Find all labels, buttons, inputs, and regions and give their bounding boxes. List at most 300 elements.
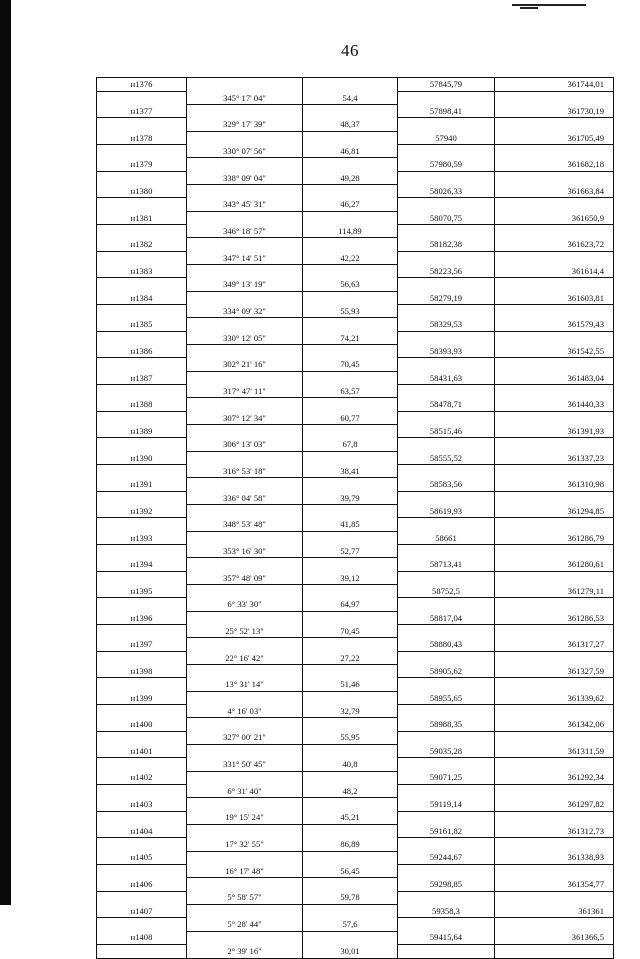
- point-row: [97, 238, 614, 251]
- coordinate-y: 361338,93: [495, 851, 614, 864]
- empty-cell: [187, 691, 303, 704]
- empty-cell: [187, 398, 303, 411]
- point-name: н1393: [97, 531, 187, 544]
- segment-length: 57,6: [303, 918, 398, 931]
- direction-angle: 345° 17' 04": [187, 91, 303, 104]
- empty-cell: [398, 225, 495, 238]
- empty-cell: [398, 91, 495, 104]
- coordinate-x: 58070,75: [398, 211, 495, 224]
- point-name: н1405: [97, 851, 187, 864]
- empty-cell: [97, 198, 187, 211]
- coordinate-y: 361339,62: [495, 691, 614, 704]
- empty-cell: [97, 465, 187, 478]
- point-row: [97, 131, 614, 144]
- coordinate-y: 361483,04: [495, 371, 614, 384]
- coordinate-y: 361744,01: [495, 78, 614, 92]
- direction-angle: 329° 17' 39": [187, 118, 303, 131]
- segment-row: [97, 918, 614, 931]
- point-name: н1407: [97, 904, 187, 917]
- segment-length: 45,21: [303, 811, 398, 824]
- empty-cell: [495, 465, 614, 478]
- direction-angle: 302° 21' 16": [187, 358, 303, 371]
- point-row: [97, 211, 614, 224]
- empty-cell: [495, 305, 614, 318]
- empty-cell: [398, 145, 495, 158]
- segment-length: 52,77: [303, 544, 398, 557]
- point-row: [97, 345, 614, 358]
- empty-cell: [97, 598, 187, 611]
- segment-length: 59,78: [303, 891, 398, 904]
- coordinate-x: 58431,63: [398, 371, 495, 384]
- empty-cell: [187, 931, 303, 944]
- coordinate-y: 361650,9: [495, 211, 614, 224]
- coordinate-x: 57980,59: [398, 158, 495, 171]
- segment-length: 48,37: [303, 118, 398, 131]
- coordinate-y: 361279,11: [495, 584, 614, 597]
- empty-cell: [97, 438, 187, 451]
- empty-cell: [97, 651, 187, 664]
- point-name: н1396: [97, 611, 187, 624]
- segment-length: 32,79: [303, 704, 398, 717]
- empty-cell: [398, 731, 495, 744]
- segment-row: [97, 305, 614, 318]
- coordinate-y: 361297,82: [495, 798, 614, 811]
- coordinate-y: 361286,53: [495, 611, 614, 624]
- point-row: [97, 371, 614, 384]
- point-name: н1406: [97, 878, 187, 891]
- segment-length: 39,12: [303, 571, 398, 584]
- direction-angle: 5° 58' 57": [187, 891, 303, 904]
- coordinate-y: 361311,59: [495, 744, 614, 757]
- empty-cell: [495, 864, 614, 877]
- point-row: [97, 638, 614, 651]
- empty-cell: [398, 518, 495, 531]
- empty-cell: [97, 544, 187, 557]
- segment-row: [97, 331, 614, 344]
- empty-cell: [495, 918, 614, 931]
- empty-cell: [398, 171, 495, 184]
- empty-cell: [187, 771, 303, 784]
- empty-cell: [187, 425, 303, 438]
- point-row: [97, 291, 614, 304]
- coordinate-x: 58279,19: [398, 291, 495, 304]
- empty-cell: [97, 891, 187, 904]
- segment-row: [97, 784, 614, 797]
- segment-row: [97, 171, 614, 184]
- empty-cell: [97, 251, 187, 264]
- point-name: н1384: [97, 291, 187, 304]
- segment-row: [97, 91, 614, 104]
- point-name: н1383: [97, 265, 187, 278]
- point-row: [97, 185, 614, 198]
- segment-length: 39,79: [303, 491, 398, 504]
- empty-cell: [187, 638, 303, 651]
- coordinate-x: 58583,56: [398, 478, 495, 491]
- segment-row: [97, 811, 614, 824]
- point-row: [97, 718, 614, 731]
- coordinate-x: 58478,71: [398, 398, 495, 411]
- empty-cell: [97, 838, 187, 851]
- empty-cell: [398, 758, 495, 771]
- coordinate-x: 58515,46: [398, 425, 495, 438]
- empty-cell: [495, 678, 614, 691]
- empty-cell: [303, 451, 398, 464]
- coordinate-x: 59161,82: [398, 824, 495, 837]
- point-name: н1381: [97, 211, 187, 224]
- empty-cell: [398, 411, 495, 424]
- empty-cell: [398, 651, 495, 664]
- empty-cell: [398, 598, 495, 611]
- segment-length: 51,46: [303, 678, 398, 691]
- coordinate-y: 361663,84: [495, 185, 614, 198]
- direction-angle: 25° 52' 13": [187, 624, 303, 637]
- segment-row: [97, 491, 614, 504]
- empty-cell: [398, 358, 495, 371]
- segment-length: 63,57: [303, 385, 398, 398]
- empty-cell: [187, 851, 303, 864]
- point-row: [97, 398, 614, 411]
- empty-cell: [187, 478, 303, 491]
- empty-cell: [303, 664, 398, 677]
- direction-angle: 4° 16' 03": [187, 704, 303, 717]
- point-row: [97, 505, 614, 518]
- coordinate-x: 59035,28: [398, 744, 495, 757]
- direction-angle: 331° 50' 45": [187, 758, 303, 771]
- segment-row: [97, 118, 614, 131]
- empty-cell: [303, 798, 398, 811]
- segment-row: [97, 571, 614, 584]
- empty-cell: [303, 185, 398, 198]
- point-name: н1401: [97, 744, 187, 757]
- empty-cell: [495, 358, 614, 371]
- empty-cell: [187, 318, 303, 331]
- point-name: н1391: [97, 478, 187, 491]
- empty-cell: [187, 105, 303, 118]
- point-row: [97, 531, 614, 544]
- coordinate-x: 58752,5: [398, 584, 495, 597]
- empty-cell: [97, 758, 187, 771]
- direction-angle: 334° 09' 32": [187, 305, 303, 318]
- point-row: [97, 265, 614, 278]
- empty-cell: [303, 478, 398, 491]
- empty-cell: [398, 438, 495, 451]
- segment-length: 56,63: [303, 278, 398, 291]
- coordinate-x: 59298,85: [398, 878, 495, 891]
- scan-top-mark-short: [520, 7, 538, 9]
- coordinate-x: 58393,93: [398, 345, 495, 358]
- empty-cell: [97, 411, 187, 424]
- empty-cell: [303, 211, 398, 224]
- empty-cell: [97, 305, 187, 318]
- direction-angle: 13° 31' 14": [187, 678, 303, 691]
- coordinate-x: 59071,25: [398, 771, 495, 784]
- point-name: н1379: [97, 158, 187, 171]
- empty-cell: [187, 131, 303, 144]
- segment-row: [97, 438, 614, 451]
- point-name: н1389: [97, 425, 187, 438]
- direction-angle: 353° 16' 30": [187, 544, 303, 557]
- empty-cell: [495, 145, 614, 158]
- empty-cell: [97, 571, 187, 584]
- empty-cell: [398, 864, 495, 877]
- empty-cell: [303, 78, 398, 92]
- empty-cell: [495, 944, 614, 958]
- segment-row: [97, 465, 614, 478]
- coordinate-y: 361354,77: [495, 878, 614, 891]
- point-row: [97, 318, 614, 331]
- point-name: н1388: [97, 398, 187, 411]
- coordinate-y: 361440,33: [495, 398, 614, 411]
- point-name: н1387: [97, 371, 187, 384]
- empty-cell: [398, 891, 495, 904]
- empty-cell: [97, 731, 187, 744]
- direction-angle: 343° 45' 31": [187, 198, 303, 211]
- segment-length: 86,89: [303, 838, 398, 851]
- empty-cell: [495, 251, 614, 264]
- point-row: [97, 851, 614, 864]
- empty-cell: [398, 918, 495, 931]
- segment-row: [97, 145, 614, 158]
- point-name: н1403: [97, 798, 187, 811]
- segment-length: 67,8: [303, 438, 398, 451]
- segment-row: [97, 598, 614, 611]
- coordinate-y: 361542,55: [495, 345, 614, 358]
- empty-cell: [97, 278, 187, 291]
- segment-row: [97, 758, 614, 771]
- empty-cell: [303, 238, 398, 251]
- direction-angle: 306° 13' 03": [187, 438, 303, 451]
- segment-row: [97, 518, 614, 531]
- segment-row: [97, 864, 614, 877]
- coordinate-x: 58555,52: [398, 451, 495, 464]
- direction-angle: 316° 53' 18": [187, 465, 303, 478]
- empty-cell: [495, 225, 614, 238]
- point-row: [97, 824, 614, 837]
- empty-cell: [97, 225, 187, 238]
- point-name: н1398: [97, 664, 187, 677]
- empty-cell: [187, 238, 303, 251]
- empty-cell: [97, 784, 187, 797]
- direction-angle: 348° 53' 48": [187, 518, 303, 531]
- point-row: [97, 105, 614, 118]
- empty-cell: [398, 544, 495, 557]
- point-row: [97, 771, 614, 784]
- empty-cell: [187, 78, 303, 92]
- coordinate-x: 58619,93: [398, 505, 495, 518]
- segment-row: [97, 358, 614, 371]
- empty-cell: [187, 878, 303, 891]
- coordinate-x: 58713,41: [398, 558, 495, 571]
- segment-row: [97, 225, 614, 238]
- coordinate-y: 361614,4: [495, 265, 614, 278]
- segment-length: 42,22: [303, 251, 398, 264]
- coordinate-x: 58223,56: [398, 265, 495, 278]
- empty-cell: [187, 265, 303, 278]
- segment-row: [97, 731, 614, 744]
- coordinate-y: 361286,79: [495, 531, 614, 544]
- empty-cell: [97, 678, 187, 691]
- coordinate-y: 361327,59: [495, 664, 614, 677]
- coordinate-y: 361623,72: [495, 238, 614, 251]
- segment-length: 48,2: [303, 784, 398, 797]
- segment-row: [97, 544, 614, 557]
- empty-cell: [303, 931, 398, 944]
- empty-cell: [303, 105, 398, 118]
- empty-cell: [495, 385, 614, 398]
- point-row: [97, 904, 614, 917]
- empty-cell: [97, 118, 187, 131]
- point-row: [97, 78, 614, 92]
- page-number: 46: [341, 41, 359, 60]
- empty-cell: [398, 385, 495, 398]
- point-name: н1400: [97, 718, 187, 731]
- direction-angle: 19° 15' 24": [187, 811, 303, 824]
- coordinate-y: 361337,23: [495, 451, 614, 464]
- empty-cell: [97, 518, 187, 531]
- point-row: [97, 558, 614, 571]
- point-name: н1376: [97, 78, 187, 92]
- empty-cell: [495, 704, 614, 717]
- empty-cell: [303, 718, 398, 731]
- coordinate-x: 59415,64: [398, 931, 495, 944]
- segment-row: [97, 678, 614, 691]
- segment-row: [97, 411, 614, 424]
- point-row: [97, 478, 614, 491]
- point-row: [97, 584, 614, 597]
- empty-cell: [495, 758, 614, 771]
- empty-cell: [495, 171, 614, 184]
- coordinate-y: 361366,5: [495, 931, 614, 944]
- direction-angle: 338° 09' 04": [187, 171, 303, 184]
- empty-cell: [303, 638, 398, 651]
- empty-cell: [398, 704, 495, 717]
- point-row: [97, 744, 614, 757]
- empty-cell: [187, 345, 303, 358]
- empty-cell: [398, 838, 495, 851]
- point-row: [97, 664, 614, 677]
- empty-cell: [303, 904, 398, 917]
- segment-length: 38,41: [303, 465, 398, 478]
- empty-cell: [187, 558, 303, 571]
- direction-angle: 16° 17' 48": [187, 864, 303, 877]
- empty-cell: [97, 331, 187, 344]
- segment-row: [97, 838, 614, 851]
- empty-cell: [495, 411, 614, 424]
- direction-angle: 2° 39' 16": [187, 944, 303, 958]
- empty-cell: [398, 571, 495, 584]
- segment-length: 56,45: [303, 864, 398, 877]
- empty-cell: [97, 385, 187, 398]
- empty-cell: [303, 158, 398, 171]
- empty-cell: [495, 811, 614, 824]
- direction-angle: 357° 48' 09": [187, 571, 303, 584]
- segment-length: 55,93: [303, 305, 398, 318]
- point-name: н1397: [97, 638, 187, 651]
- coordinate-x: 58955,65: [398, 691, 495, 704]
- empty-cell: [187, 531, 303, 544]
- empty-cell: [398, 465, 495, 478]
- coordinates-table-body: [97, 78, 614, 959]
- point-name: н1399: [97, 691, 187, 704]
- empty-cell: [97, 624, 187, 637]
- segment-row: [97, 944, 614, 958]
- empty-cell: [495, 198, 614, 211]
- empty-cell: [495, 571, 614, 584]
- empty-cell: [398, 784, 495, 797]
- empty-cell: [398, 811, 495, 824]
- empty-cell: [303, 398, 398, 411]
- direction-angle: 317° 47' 11": [187, 385, 303, 398]
- point-name: н1377: [97, 105, 187, 118]
- coordinate-x: 58905,62: [398, 664, 495, 677]
- point-name: н1392: [97, 505, 187, 518]
- coordinate-y: 361603,81: [495, 291, 614, 304]
- coordinate-y: 361391,93: [495, 425, 614, 438]
- point-name: н1382: [97, 238, 187, 251]
- segment-length: 27,22: [303, 651, 398, 664]
- direction-angle: 22° 16' 42": [187, 651, 303, 664]
- empty-cell: [495, 784, 614, 797]
- empty-cell: [187, 584, 303, 597]
- empty-cell: [97, 171, 187, 184]
- point-row: [97, 425, 614, 438]
- empty-cell: [303, 744, 398, 757]
- coordinate-x: 58988,35: [398, 718, 495, 731]
- empty-cell: [187, 451, 303, 464]
- direction-angle: 307° 12' 34": [187, 411, 303, 424]
- segment-row: [97, 624, 614, 637]
- coordinate-x: 57898,41: [398, 105, 495, 118]
- empty-cell: [97, 864, 187, 877]
- empty-cell: [303, 584, 398, 597]
- coordinate-x: 57940: [398, 131, 495, 144]
- segment-row: [97, 704, 614, 717]
- empty-cell: [97, 491, 187, 504]
- empty-cell: [187, 211, 303, 224]
- empty-cell: [495, 331, 614, 344]
- empty-cell: [303, 558, 398, 571]
- segment-length: 54,4: [303, 91, 398, 104]
- direction-angle: 327° 00' 21": [187, 731, 303, 744]
- empty-cell: [187, 158, 303, 171]
- empty-cell: [187, 718, 303, 731]
- point-name: н1378: [97, 131, 187, 144]
- empty-cell: [303, 878, 398, 891]
- coordinate-y: 361280,61: [495, 558, 614, 571]
- direction-angle: 347° 14' 51": [187, 251, 303, 264]
- empty-cell: [495, 624, 614, 637]
- empty-cell: [187, 904, 303, 917]
- empty-cell: [398, 944, 495, 958]
- empty-cell: [97, 811, 187, 824]
- coordinate-x: 59244,67: [398, 851, 495, 864]
- empty-cell: [303, 291, 398, 304]
- empty-cell: [495, 598, 614, 611]
- coordinate-y: 361292,34: [495, 771, 614, 784]
- point-row: [97, 878, 614, 891]
- empty-cell: [398, 305, 495, 318]
- empty-cell: [303, 131, 398, 144]
- empty-cell: [97, 145, 187, 158]
- coordinate-y: 361312,73: [495, 824, 614, 837]
- empty-cell: [303, 425, 398, 438]
- direction-angle: 330° 12' 05": [187, 331, 303, 344]
- empty-cell: [303, 611, 398, 624]
- empty-cell: [187, 505, 303, 518]
- point-name: н1402: [97, 771, 187, 784]
- segment-length: 46,27: [303, 198, 398, 211]
- direction-angle: 6° 31' 40": [187, 784, 303, 797]
